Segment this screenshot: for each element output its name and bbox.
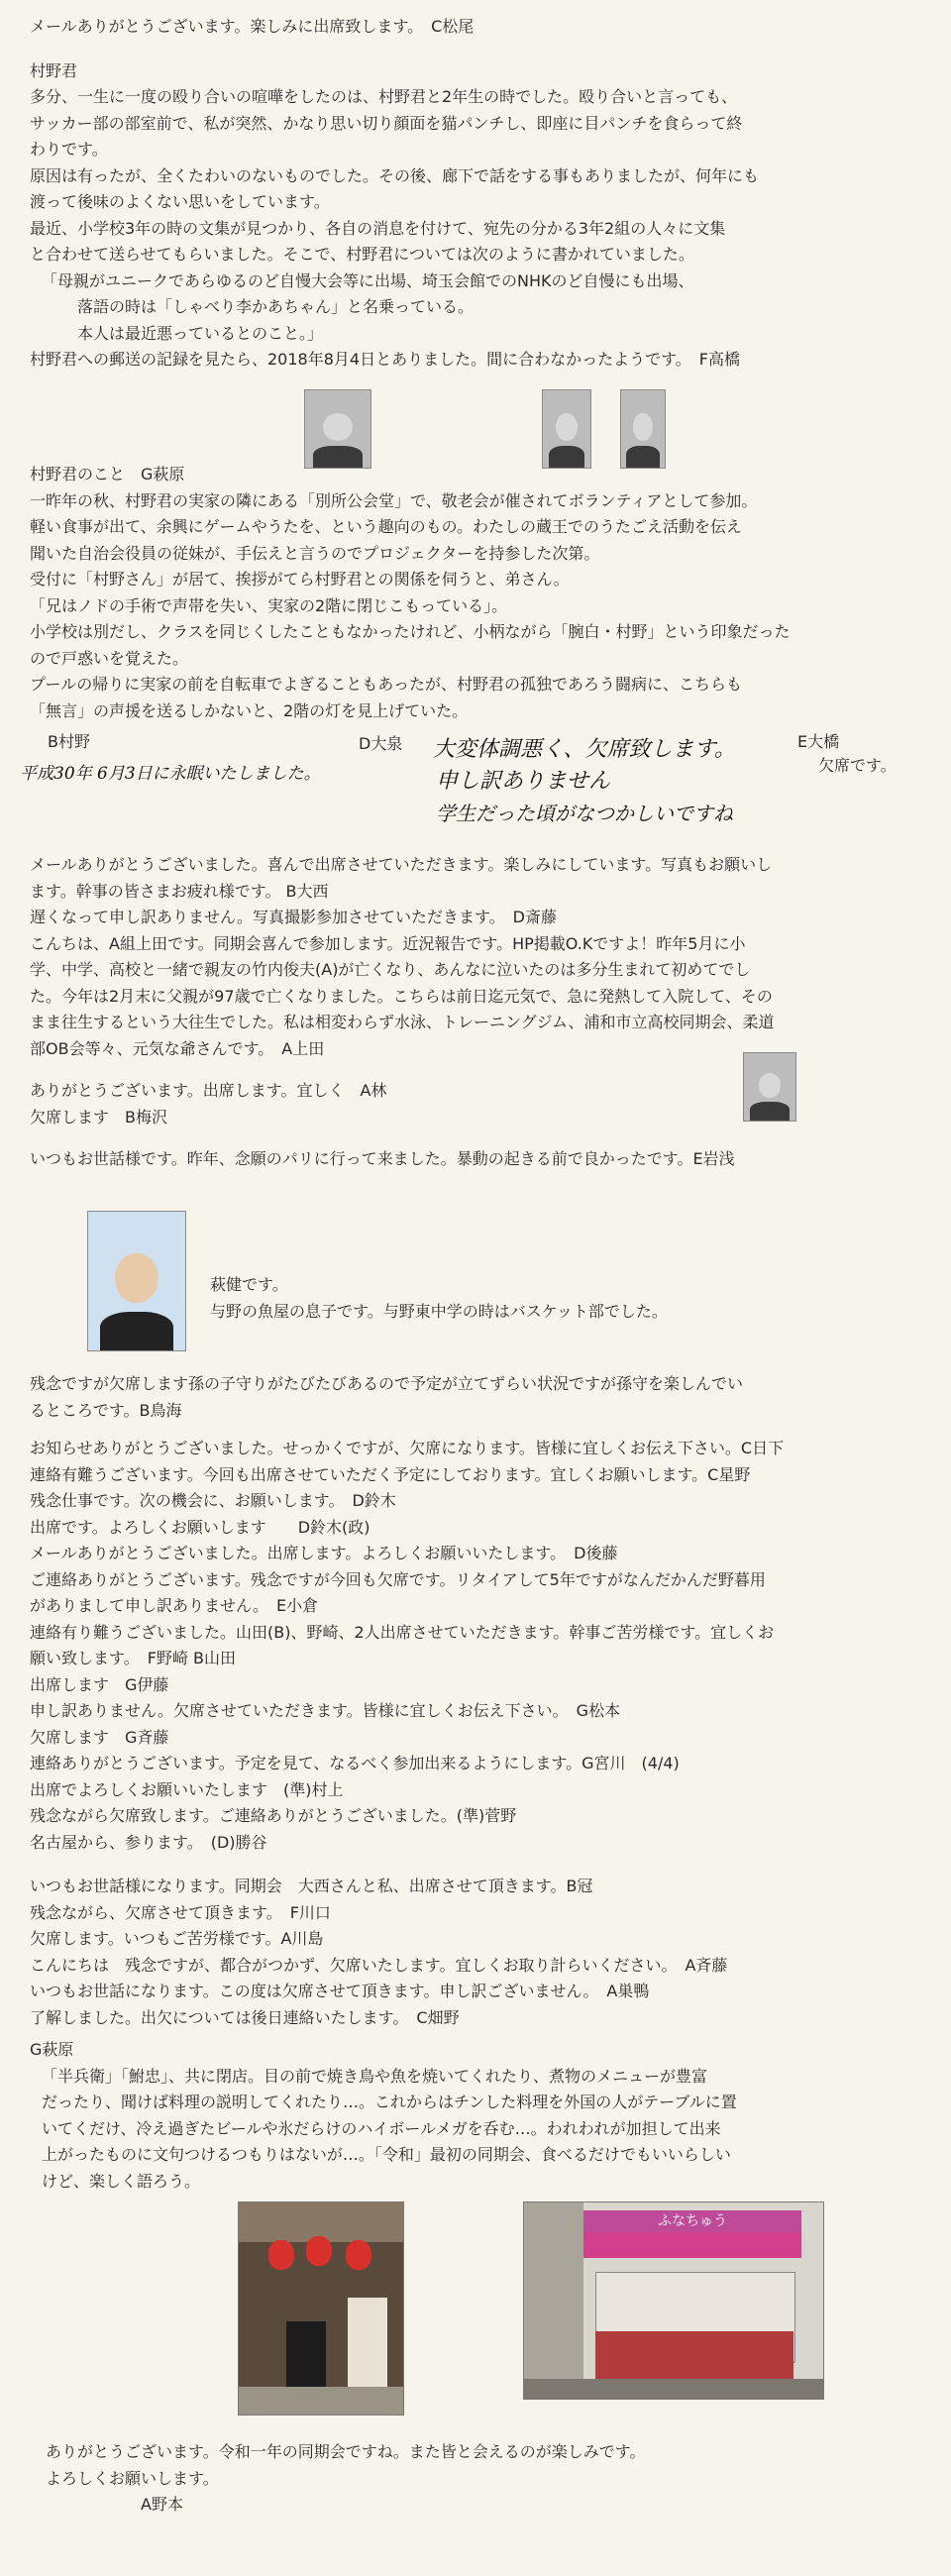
text-line: 部OB会等々、元気な爺さんです。 A上田 (30, 1038, 325, 1058)
text-line: 申し訳ありません。欠席させていただきます。皆様に宜しくお伝え下さい。 G松本 (30, 1701, 621, 1720)
restaurant-photo-hanbee (238, 2201, 404, 2415)
handwritten-note-oizumi: 申し訳ありません (436, 769, 611, 794)
text-line: 軽い食事が出て、余興にゲームやうたを、という趣向のもの。わたしの蔵王でのうたごえ活動を伝え (30, 517, 743, 536)
text-line: いてくだけ、冷え過ぎたビールや氷だらけのハイボールメガを呑む…。われわれが加担して出来 (42, 2118, 721, 2138)
restaurant-photo-funachu (523, 2201, 824, 2400)
portrait-photo (304, 389, 371, 469)
text-line: 残念ですが欠席します孫の子守りがたびたびあるので予定が立てずらい状況ですが孫守を楽しんでい (30, 1374, 744, 1393)
text-line: お知らせありがとうございました。せっかくですが、欠席になります。皆様に宜しくお伝え下さい。C日下 (30, 1439, 785, 1457)
text-line: 一昨年の秋、村野君の実家の隣にある「別所公会堂」で、敬老会が催されてボランティアとして参加。 (30, 490, 758, 510)
text-line: 了解しました。出欠については後日連絡いたします。 C畑野 (30, 2007, 460, 2027)
text-line: 渡って後味のよくない思いをしています。 (30, 192, 330, 211)
section-matsuo-takahashi (30, 14, 921, 374)
text-line: 萩健です。 (210, 1275, 288, 1294)
text-line: 村野君 (30, 60, 78, 80)
text-line: ありがとうございます。令和一年の同期会ですね。また皆と会えるのが楽しみです。 (46, 2442, 646, 2461)
section-nomoto (46, 2439, 937, 2519)
text-line: 上がったものに文句つけるつもりはないが…。「令和」最初の同期会、食べるだけでもいいらしい (42, 2145, 731, 2164)
text-line: いつもお世話になります。この度は欠席させて頂きます。申し訳ございません。 A巣鴨 (30, 1982, 650, 2000)
text-line: ありがとうございます。出席します。宜しく A林 (30, 1081, 387, 1100)
text-line: 欠席します G斉藤 (30, 1727, 169, 1747)
lantern-icon (268, 2240, 294, 2270)
text-line: 与野の魚屋の息子です。与野東中学の時はバスケット部でした。 (210, 1301, 668, 1321)
portrait-photo (542, 389, 591, 469)
text-line: 名古屋から、参ります。 (D)勝谷 (30, 1832, 267, 1852)
text-line: 連絡有り難うございました。山田(B)、野崎、2人出席させていただきます。幹事ご苦労様です。宜しくお (30, 1622, 775, 1642)
text-line: こんちは、A組上田です。同期会喜んで参加します。近況報告です。HP掲載O.Kですよ！昨年5月に小 (30, 933, 746, 953)
section-hagi (210, 1272, 903, 1325)
label-b-murano: B村野 (48, 732, 90, 751)
blank-line (30, 1424, 921, 1436)
text-line: 欠席します B梅沢 (30, 1107, 167, 1127)
section-hagiwara (30, 462, 921, 724)
text-line: いつもお世話様になります。同期会 大西さんと私、出席させて頂きます。B冠 (30, 1877, 593, 1895)
text-line: 出席でよろしくお願いいたします (準)村上 (30, 1779, 344, 1799)
quote-line: 落語の時は「しゃべり李かあちゃん」と名乗っている。 (77, 297, 475, 316)
text-line: 多分、一生に一度の殴り合いの喧嘩をしたのは、村野君と2年生の時でした。殴り合いと言っても、 (30, 87, 738, 106)
blank-line (30, 1130, 921, 1146)
text-line: 原因は有ったが、全くたわいのないものでした。その後、廊下で話をする事もありましたが、何年にも (30, 165, 760, 185)
text-line: だったり、聞けば料理の説明してくれたり…。これからはチンした料理を外国の人がテーブルに置 (42, 2093, 737, 2111)
lantern-icon (306, 2236, 332, 2266)
lantern-icon (346, 2240, 371, 2270)
blank-line (30, 41, 921, 58)
handwritten-note-oizumi: 学生だった頃がなつかしいですね (436, 802, 733, 825)
label-d-oizumi: D大泉 (359, 734, 403, 753)
author-name: G萩原 (30, 2040, 74, 2059)
text-line: 受付に「村野さん」が居て、挨拶がてら村野君との関係を伺うと、弟さん。 (30, 570, 570, 589)
portrait-photo-ueda (743, 1052, 796, 1122)
handwritten-note-murano: 平成30年 6月3日に永眠いたしました。 (20, 764, 321, 784)
blank-line (30, 1856, 921, 1874)
text-line: がありまして申し訳ありません。 E小倉 (30, 1596, 319, 1615)
text-line: 欠席します。いつもご苦労様です。A川島 (30, 1929, 324, 1948)
text-line: 残念ながら欠席致します。ご連絡ありがとうございました。(準)菅野 (30, 1806, 517, 1825)
text-line: 最近、小学校3年の時の文集が見つかり、各自の消息を付けて、宛先の分かる3年2組の人々に文集 (30, 218, 726, 238)
text-line: 「半兵衛」「鮒忠」、共に閉店。目の前で焼き鳥や魚を焼いてくれたり、煮物のメニューが豊富 (42, 2066, 708, 2086)
text-line: サッカー部の部室前で、私が突然、かなり思い切り顔面を猫パンチし、即座に目パンチを食らって終 (30, 113, 743, 133)
text-line: けど、楽しく語ろう。 (42, 2171, 201, 2191)
text-line: 学、中学、高校と一緒で親友の竹内俊夫(A)が亡くなり、あんなに泣いたのは多分生まれて初めてでし (30, 960, 751, 979)
section-hagiwara-closing (30, 2037, 921, 2195)
handwritten-note-oizumi: 大変体調悪く、欠席致します。 (433, 737, 736, 762)
text-line: いつもお世話様です。昨年、念願のパリに行って来ました。暴動の起きる前で良かったです。E岩浅 (30, 1149, 735, 1168)
section-messages-1 (30, 852, 921, 1173)
text-line: 残念ながら、欠席させて頂きます。 F川口 (30, 1902, 331, 1922)
text-line: メールありがとうございました。出席します。よろしくお願いいたします。 D後藤 (30, 1544, 618, 1562)
portrait-photo (620, 389, 666, 469)
label-e-ohashi: E大橋 (797, 732, 840, 751)
text-line: メールありがとうございます。楽しみに出席致します。 C松尾 (30, 17, 475, 36)
text-line: 出席です。よろしくお願いします D鈴木(政) (30, 1517, 370, 1537)
text-line: た。今年は2月末に父親が97歳で亡くなりました。こちらは前日迄元気で、急に発熱して入院して、その (30, 986, 773, 1006)
text-line: 「兄はノドの手術で声帯を失い、実家の2階に閉じこもっている」。 (30, 595, 508, 615)
shop-sign: ふなちゅう (583, 2210, 801, 2232)
note-absent: 欠席です。 (818, 756, 897, 775)
text-line: と合わせて送らせてもらいました。そこで、村野君については次のように書かれていました。 (30, 245, 694, 264)
text-line: 聞いた自治会役員の従妹が、手伝えと言うのでプロジェクターを持参した次第。 (30, 543, 600, 563)
text-line: 小学校は別だし、クラスを同じくしたこともなかったけれど、小柄ながら「腕白・村野」という印象だった (30, 622, 791, 641)
quote-line: 「母親がユニークであらゆるのど自慢大会等に出場、埼玉会館でのNHKのど自慢にも出場、 (42, 270, 694, 290)
section-messages-2 (30, 1371, 921, 2031)
text-line: ます。幹事の皆さまお疲れ様です。 B大西 (30, 881, 329, 901)
text-line: こんにちは 残念ですが、都合がつかず、欠席いたします。宜しくお取り計らいください。 A斉藤 (30, 1955, 728, 1975)
text-line: 「無言」の声援を送るしかないと、2階の灯を見上げていた。 (30, 700, 469, 720)
text-line: 残念仕事です。次の機会に、お願いします。 D鈴木 (30, 1491, 396, 1510)
text-line: ご連絡ありがとうございます。残念ですが今回も欠席です。リタイアして5年ですがなんだかんだ野暮用 (30, 1569, 766, 1589)
text-line: 遅くなって申し訳ありません。写真撮影参加させていただきます。 D斎藤 (30, 908, 558, 926)
text-line: プールの帰りに実家の前を自転車でよぎることもあったが、村野君の孤独であろう闘病に、こちらも (30, 675, 743, 694)
text-line: るところです。B鳥海 (30, 1400, 182, 1420)
quote-line: 本人は最近悪っているとのこと。」 (77, 323, 324, 343)
text-line: 連絡有難うございます。今回も出席させていただく予定にしております。宜しくお願いします。C星野 (30, 1464, 751, 1484)
text-line: よろしくお願いします。 (46, 2468, 219, 2488)
text-line: 村野君への郵送の記録を見たら、2018年8月4日とありました。間に合わなかったようです。 F高橋 (30, 350, 741, 369)
portrait-photo-hagi (87, 1211, 186, 1351)
text-line: わりです。 (30, 140, 108, 159)
text-line: 願い致します。 F野崎 B山田 (30, 1649, 236, 1667)
text-line: 村野君のこと G萩原 (30, 465, 185, 483)
text-line: メールありがとうございました。喜んで出席させていただきます。楽しみにしています。写真もお願いし (30, 855, 773, 874)
text-line: まま往生するという大往生でした。私は相変わらず水泳、トレーニングジム、浦和市立高校同期会、柔道 (30, 1013, 775, 1031)
signature: A野本 (141, 2495, 183, 2514)
text-line: 連絡ありがとうございます。予定を見て、なるべく参加出来るようにします。G宮川 (4/4) (30, 1754, 680, 1772)
text-line: 出席します G伊藤 (30, 1674, 169, 1694)
text-line: ので戸惑いを覚えた。 (30, 648, 189, 668)
